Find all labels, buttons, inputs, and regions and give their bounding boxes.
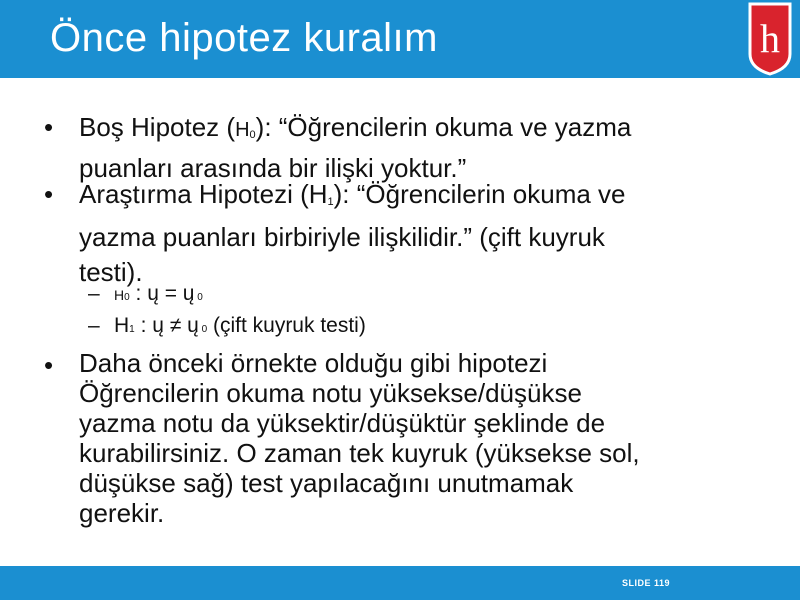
text: H	[235, 119, 250, 141]
footer-bar	[0, 566, 800, 600]
svg-text:h: h	[760, 16, 780, 61]
text: H	[114, 314, 130, 337]
text: (çift kuyruk testi)	[207, 314, 366, 337]
text: puanları arasında bir ilişki yoktur.”	[79, 153, 467, 183]
bullet-marker: •	[44, 350, 54, 380]
university-logo	[746, 2, 794, 76]
text: testi).	[79, 257, 143, 287]
text: Öğrencilerin okuma notu yüksekse/düşükse	[79, 378, 582, 408]
subscript: 0	[201, 324, 208, 335]
text: ): “Öğrencilerin okuma ve yazma	[255, 112, 632, 142]
slide-title: Önce hipotez kuralım	[50, 16, 438, 60]
text: düşükse sağ) test yapılacağını unutmamak	[79, 468, 574, 498]
text: yazma puanları birbiriyle ilişkilidir.” (çift kuyruk	[79, 222, 605, 252]
sub-bullet-h0-formula	[114, 280, 203, 312]
slide-number: SLIDE 119	[621, 578, 670, 588]
bullet-directional-note	[79, 348, 640, 528]
text: H	[114, 287, 125, 303]
text: yazma notu da yüksektir/düşüktür şeklinde de	[79, 408, 606, 438]
text: Araştırma Hipotezi (H	[79, 179, 328, 209]
dash-marker: –	[88, 282, 100, 305]
text: Daha önceki örnekte olduğu gibi hipotezi	[79, 348, 548, 378]
subscript: 0	[249, 129, 256, 141]
subscript: 1	[327, 196, 334, 208]
subscript: 1	[129, 324, 135, 335]
text: gerekir.	[79, 498, 165, 528]
text: kurabilirsiniz. O zaman tek kuyruk (yüksekse sol,	[79, 438, 640, 468]
text: : ų = ų	[129, 282, 195, 305]
subscript: 0	[124, 292, 130, 303]
text: ): “Öğrencilerin okuma ve	[333, 179, 626, 209]
subscript: 0	[197, 292, 203, 303]
bullet-marker: •	[44, 112, 54, 142]
sub-bullet-h1-formula	[114, 312, 366, 344]
bullet-research-hypothesis	[79, 177, 626, 290]
bullet-marker: •	[44, 179, 54, 209]
text: Boş Hipotez (	[79, 112, 236, 142]
dash-marker: –	[88, 314, 100, 337]
bullet-null-hypothesis	[79, 111, 631, 185]
header-bar	[0, 0, 800, 78]
text: : ų ≠ ų	[134, 314, 199, 337]
